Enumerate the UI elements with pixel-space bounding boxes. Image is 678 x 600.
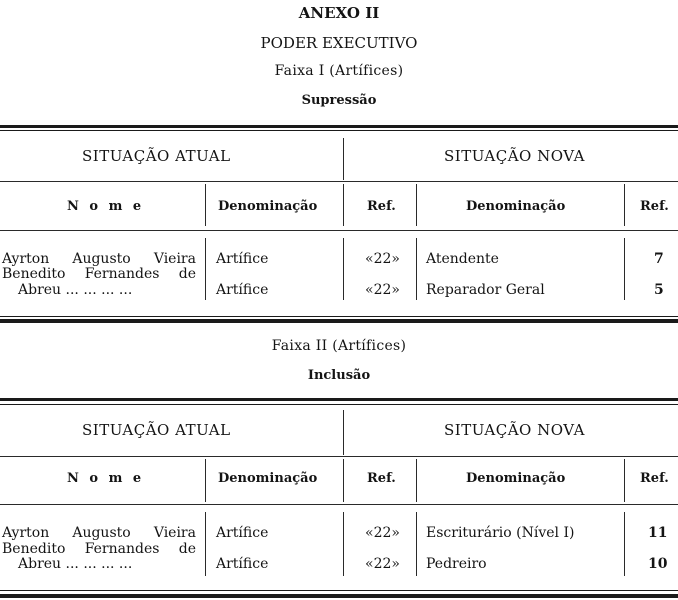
divider xyxy=(343,459,344,502)
new-situation-header: SITUAÇÃO NOVA xyxy=(444,147,585,165)
current-situation-header: SITUAÇÃO ATUAL xyxy=(82,147,231,165)
denomination-col-header: Denominação xyxy=(218,199,318,214)
colhead-rule xyxy=(0,504,678,505)
new-denomination-cell: Escriturário (Nível I) xyxy=(426,525,575,541)
ref-cell: «22» xyxy=(365,251,400,267)
divider xyxy=(205,238,206,300)
power-title: PODER EXECUTIVO xyxy=(260,34,418,52)
rule-bottom-thick xyxy=(0,319,678,323)
denomination-cell: Artífice xyxy=(216,251,269,267)
header-rule xyxy=(0,181,678,182)
name-cell-continued: Abreu ... ... ... ... xyxy=(18,282,133,298)
denomination-cell: Artífice xyxy=(216,282,269,298)
divider xyxy=(343,238,344,300)
name-cell-continued: Abreu ... ... ... ... xyxy=(18,556,133,572)
denomination-cell: Artífice xyxy=(216,525,269,541)
colhead-rule xyxy=(0,230,678,231)
denomination-cell: Artífice xyxy=(216,556,269,572)
name-cell: Ayrton Augusto Vieira xyxy=(2,525,196,541)
ref-cell: «22» xyxy=(365,556,400,572)
new-ref-cell: 10 xyxy=(648,556,668,572)
divider xyxy=(624,238,625,300)
rule-top-thick xyxy=(0,125,678,128)
rule-top-thick xyxy=(0,398,678,401)
new-ref-col-header: Ref. xyxy=(640,471,669,486)
action1-title: Supressão xyxy=(301,93,377,108)
new-ref-cell: 5 xyxy=(654,282,664,298)
divider xyxy=(205,459,206,502)
band1-title: Faixa I (Artífices) xyxy=(274,63,404,79)
divider xyxy=(416,512,417,576)
name-cell: Benedito Fernandes de xyxy=(2,541,196,557)
rule-top-thin xyxy=(0,404,678,405)
name-col-header: N o m e xyxy=(67,199,145,214)
divider xyxy=(416,184,417,226)
rule-bottom-thin xyxy=(0,316,678,317)
action2-title: Inclusão xyxy=(307,368,371,383)
divider xyxy=(416,238,417,300)
new-denomination-col-header: Denominação xyxy=(466,471,566,486)
annex-title: ANEXO II xyxy=(298,4,380,22)
new-denomination-cell: Atendente xyxy=(426,251,499,267)
new-ref-cell: 11 xyxy=(648,525,668,541)
denomination-col-header: Denominação xyxy=(218,471,318,486)
rule-bottom-thin xyxy=(0,590,678,591)
new-ref-col-header: Ref. xyxy=(640,199,669,214)
ref-col-header: Ref. xyxy=(367,471,396,486)
divider xyxy=(343,138,344,180)
divider xyxy=(416,459,417,502)
new-ref-cell: 7 xyxy=(654,251,664,267)
divider xyxy=(343,184,344,226)
new-denomination-cell: Reparador Geral xyxy=(426,282,545,298)
divider xyxy=(343,410,344,455)
ref-cell: «22» xyxy=(365,525,400,541)
header-rule xyxy=(0,456,678,457)
band2-title: Faixa II (Artífices) xyxy=(271,338,407,354)
ref-cell: «22» xyxy=(365,282,400,298)
divider xyxy=(343,512,344,576)
current-situation-header: SITUAÇÃO ATUAL xyxy=(82,421,231,439)
new-denomination-col-header: Denominação xyxy=(466,199,566,214)
name-col-header: N o m e xyxy=(67,471,145,486)
name-cell: Ayrton Augusto Vieira xyxy=(2,251,196,267)
rule-top-thin xyxy=(0,130,678,131)
divider xyxy=(624,184,625,226)
ref-col-header: Ref. xyxy=(367,199,396,214)
new-denomination-cell: Pedreiro xyxy=(426,556,487,572)
rule-bottom-thick xyxy=(0,594,678,598)
divider xyxy=(624,459,625,502)
divider xyxy=(205,184,206,226)
divider xyxy=(205,512,206,576)
divider xyxy=(624,512,625,576)
name-cell: Benedito Fernandes de xyxy=(2,266,196,282)
new-situation-header: SITUAÇÃO NOVA xyxy=(444,421,585,439)
